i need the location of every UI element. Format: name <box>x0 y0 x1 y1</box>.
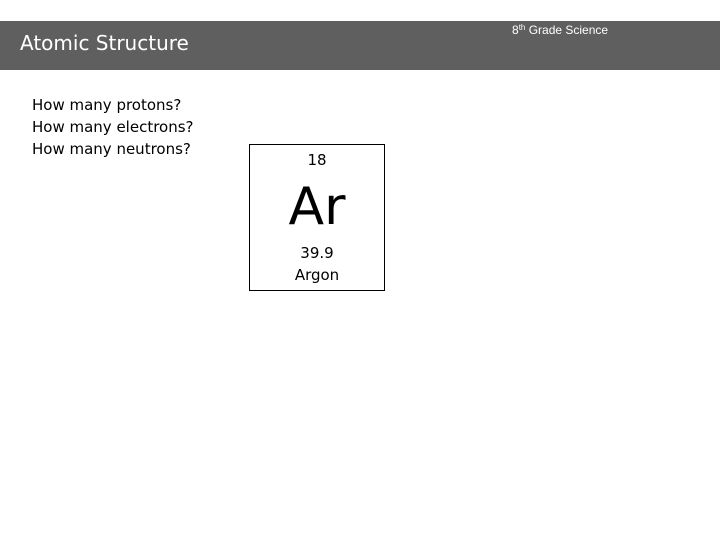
slide-title: Atomic Structure <box>20 31 189 55</box>
atomic-mass: 39.9 <box>300 244 334 262</box>
atomic-number: 18 <box>307 151 327 169</box>
question-protons: How many protons? <box>32 96 182 114</box>
course-label <box>512 23 608 37</box>
course-grade-number: 8 <box>512 23 519 37</box>
element-name: Argon <box>294 266 340 284</box>
course-grade-suffix: th <box>518 23 526 32</box>
element-tile <box>249 144 385 291</box>
course-name: Grade Science <box>525 23 609 37</box>
question-neutrons: How many neutrons? <box>32 140 191 158</box>
question-list <box>32 94 194 160</box>
question-electrons: How many electrons? <box>32 118 194 136</box>
element-symbol: Ar <box>288 177 346 237</box>
